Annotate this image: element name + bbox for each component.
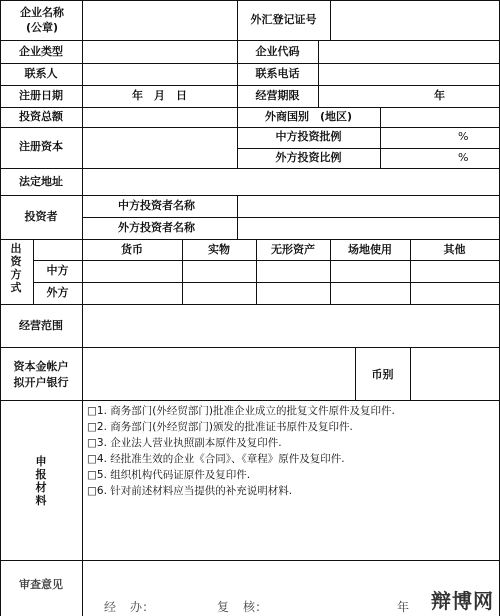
rule xyxy=(33,282,500,283)
materials-label: 申报材料 xyxy=(35,455,47,507)
rule xyxy=(0,168,500,169)
enterprise-name-label: 企业名称 xyxy=(20,6,64,19)
bank-label-line1: 资本金帐户 xyxy=(13,360,69,373)
rule xyxy=(410,347,411,400)
rule xyxy=(380,107,381,127)
currency-type-label: 币别 xyxy=(371,368,394,381)
legal-address-label: 法定地址 xyxy=(19,175,63,188)
business-scope-label: 经营范围 xyxy=(19,319,63,332)
physical-col-header: 实物 xyxy=(208,243,230,256)
contact-phone-label: 联系电话 xyxy=(255,67,300,80)
rule xyxy=(0,40,500,41)
footer-year-label: 年 xyxy=(397,600,411,614)
site-col-header: 场地使用 xyxy=(348,243,392,256)
cn-party-label: 中方 xyxy=(46,264,69,277)
enterprise-type-label: 企业类型 xyxy=(19,45,63,58)
reg-date-value: 年 月 日 xyxy=(132,89,187,102)
other-col-header: 其他 xyxy=(443,243,466,256)
rule xyxy=(318,40,319,107)
rule xyxy=(0,63,500,64)
material-item: □1. 商务部门(外经贸部门)批准企业成立的批复文件原件及复印件. xyxy=(87,405,395,417)
material-item: □5. 组织机构代码证原件及复印件. xyxy=(87,469,251,481)
rule xyxy=(0,127,500,128)
foreign-investor-name-label: 外方投资者名称 xyxy=(118,221,195,234)
rule xyxy=(0,0,500,1)
handler-label: 经 办: xyxy=(104,600,149,614)
foreign-country-label: 外商国别 (地区) xyxy=(264,110,353,123)
term-label: 经营期限 xyxy=(255,89,300,102)
rule xyxy=(0,347,500,348)
rule xyxy=(0,304,500,305)
rule xyxy=(380,127,381,168)
material-item: □6. 针对前述材料应当提供的补充说明材料. xyxy=(87,485,293,497)
foreign-invest-ratio-label: 外方投资比例 xyxy=(275,151,342,164)
rule xyxy=(237,148,500,149)
cn-approved-ratio-label: 中方投资批例 xyxy=(275,130,342,143)
registered-capital-label: 注册资本 xyxy=(19,140,63,153)
rule xyxy=(0,400,500,401)
review-opinion-label: 审查意见 xyxy=(19,578,63,591)
watermark-logo: 辩博网 xyxy=(431,589,494,613)
rule xyxy=(0,239,500,240)
currency-col-header: 货币 xyxy=(121,243,143,256)
material-item: □3. 企业法人营业执照副本原件及复印件. xyxy=(87,437,282,449)
fx-reg-no-label: 外汇登记证号 xyxy=(250,13,317,26)
reviewer-label: 复 核: xyxy=(217,600,262,614)
rule xyxy=(330,0,331,40)
contribution-method-label: 出资方式 xyxy=(10,242,22,294)
rule xyxy=(82,217,500,218)
rule xyxy=(0,560,500,561)
intangible-col-header: 无形资产 xyxy=(271,243,315,256)
rule xyxy=(0,107,500,108)
rule xyxy=(0,85,500,86)
cn-ratio-percent: % xyxy=(458,130,469,143)
cn-investor-name-label: 中方投资者名称 xyxy=(118,199,195,212)
contact-person-label: 联系人 xyxy=(24,67,58,80)
foreign-party-label: 外方 xyxy=(46,286,69,299)
rule xyxy=(33,260,500,261)
rule xyxy=(0,195,500,196)
reg-date-label: 注册日期 xyxy=(19,89,63,102)
total-investment-label: 投资总额 xyxy=(19,110,63,123)
investors-label: 投资者 xyxy=(24,210,58,223)
foreign-ratio-percent: % xyxy=(458,151,469,164)
official-seal-label: (公章) xyxy=(25,21,59,34)
term-year-unit: 年 xyxy=(434,89,445,102)
rule xyxy=(237,195,238,239)
material-item: □4. 经批准生效的企业《合同》、《章程》原件及复印件. xyxy=(87,453,345,465)
enterprise-code-label: 企业代码 xyxy=(255,45,300,58)
bank-label-line2: 拟开户银行 xyxy=(13,376,69,389)
material-item: □2. 商务部门(外经贸部门)颁发的批准证书原件及复印件. xyxy=(87,421,353,433)
